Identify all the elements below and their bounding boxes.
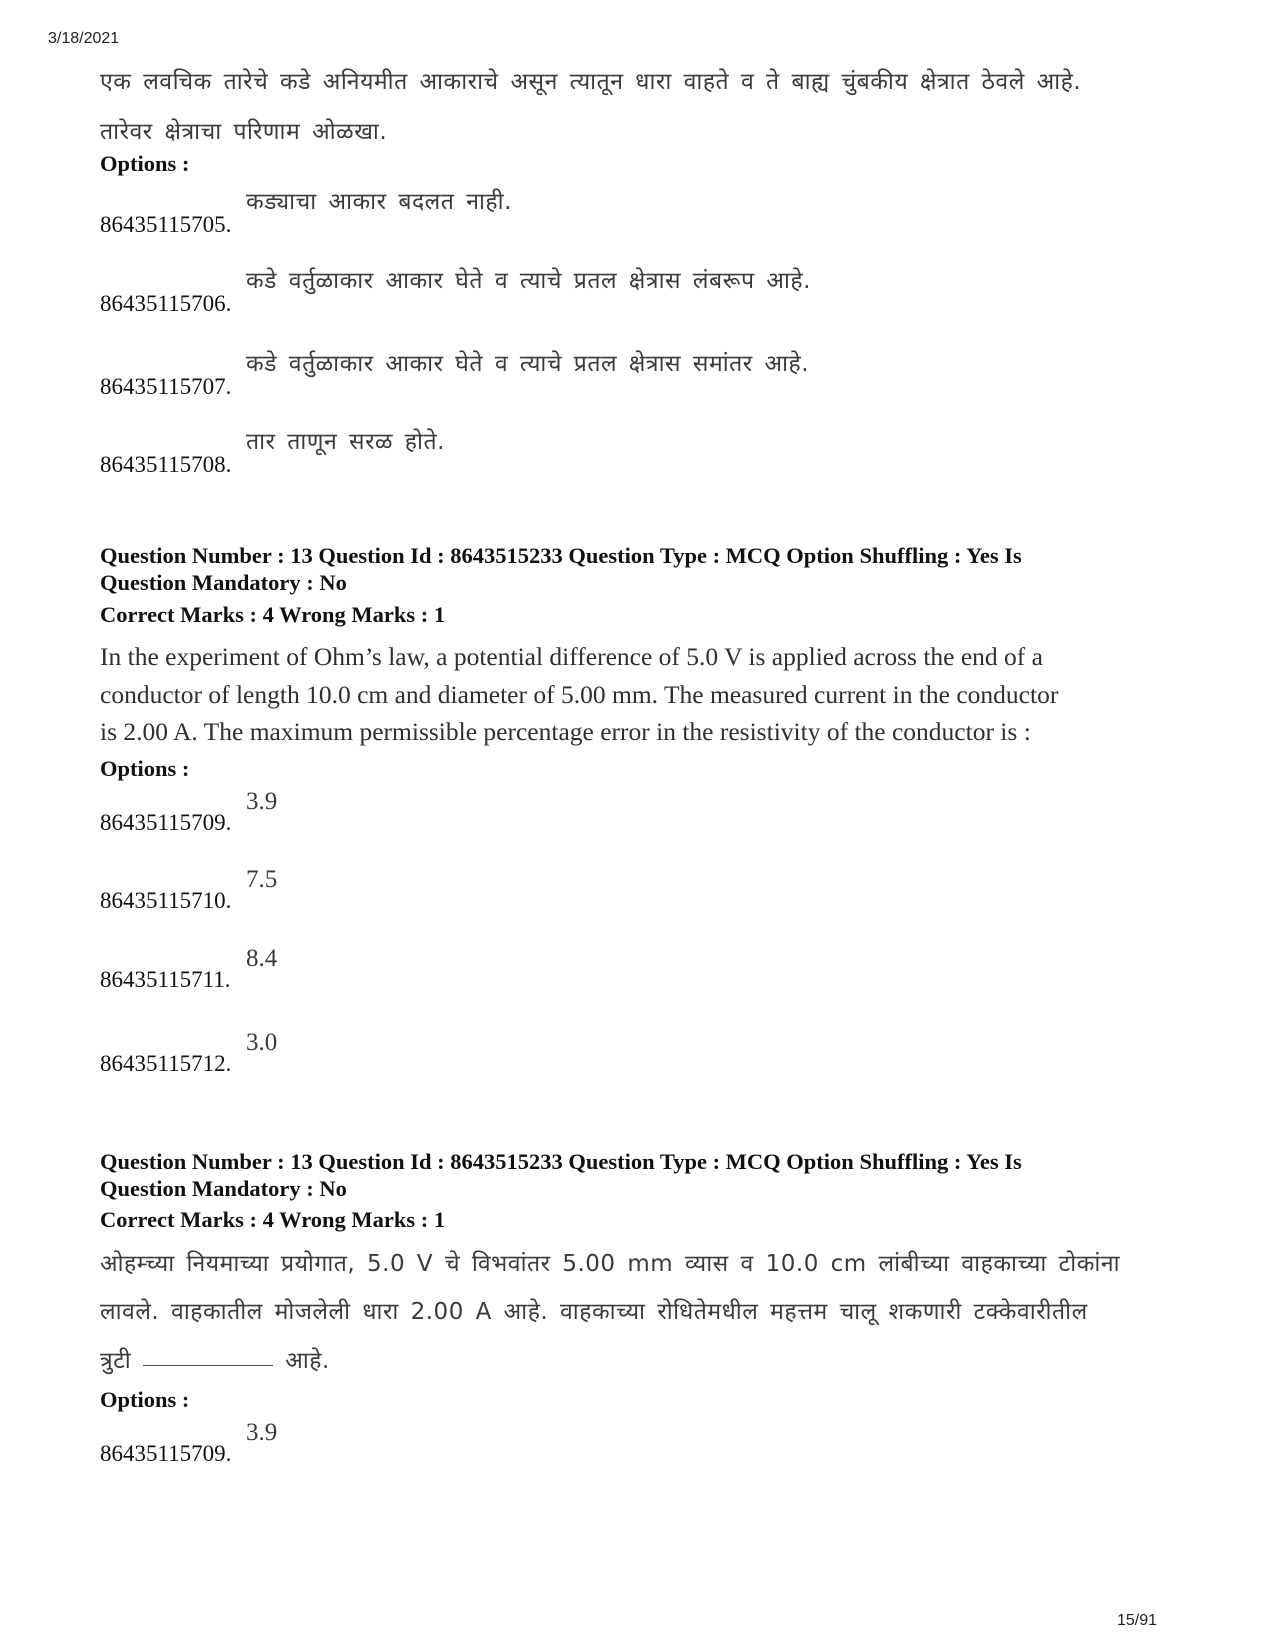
- question-meta: [100, 542, 1180, 596]
- question-line: त्रुटी: [100, 1348, 132, 1374]
- options-label: Options :: [100, 1387, 190, 1412]
- question-meta-line: Question Number : 13 Question Id : 8643515233 Question Type : MCQ Option Shuffling : Yes Is: [100, 543, 1022, 568]
- option-id: 86435115711.: [100, 967, 231, 992]
- page-number: 15/91: [1116, 1612, 1157, 1629]
- option-text: 3.9: [246, 788, 278, 815]
- option-id: 86435115706.: [100, 291, 232, 316]
- question-marks: Correct Marks : 4 Wrong Marks : 1: [100, 602, 446, 627]
- question-text-english: [100, 638, 1180, 751]
- question-line: आहे.: [285, 1348, 330, 1374]
- options-label: Options :: [100, 151, 190, 176]
- option-text: 3.9: [246, 1419, 278, 1446]
- question-line: is 2.00 A. The maximum permissible percentage error in the resistivity of the conductor is :: [100, 717, 1031, 746]
- question-line: एक लवचिक तारेचे कडे अनियमीत आकाराचे असून त्यातून धारा वाहते व ते बाह्य चुंबकीय क्षेत्रात ठेवले आहे.: [100, 69, 1082, 95]
- question-line: conductor of length 10.0 cm and diameter of 5.00 mm. The measured current in the conductor: [100, 679, 1059, 709]
- option-text: 7.5: [246, 866, 278, 893]
- print-date: 3/18/2021: [48, 30, 120, 47]
- question-line: लावले. वाहकातील मोजलेली धारा 2.00 A आहे. वाहकाच्या रोधितेमधील महत्तम चालू शकणारी टक्केवारीतील: [100, 1299, 1088, 1325]
- question-meta-line: Question Mandatory : No: [100, 570, 347, 595]
- options-label: Options :: [100, 756, 190, 781]
- option-id: 86435115710.: [100, 888, 232, 913]
- option-id: 86435115709.: [100, 1441, 232, 1466]
- question-meta-line: Question Number : 13 Question Id : 8643515233 Question Type : MCQ Option Shuffling : Yes Is: [100, 1149, 1022, 1174]
- answer-blank: [143, 1365, 273, 1366]
- option-text: कडे वर्तुळाकार आकार घेते व त्याचे प्रतल क्षेत्रास समांतर आहे.: [246, 351, 810, 377]
- option-id: 86435115705.: [100, 212, 232, 237]
- option-text: 3.0: [246, 1029, 278, 1056]
- option-id: 86435115712.: [100, 1051, 232, 1076]
- option-text: कड्याचा आकार बदलत नाही.: [246, 189, 512, 215]
- question-meta-line: Question Mandatory : No: [100, 1176, 347, 1201]
- option-id: 86435115708.: [100, 452, 232, 477]
- option-text: तार ताणून सरळ होते.: [246, 429, 445, 455]
- question-line: In the experiment of Ohm’s law, a potential difference of 5.0 V is applied across the end of a: [100, 642, 1043, 671]
- question-text-marathi-1b: [100, 114, 1180, 146]
- question-line: ओहम्च्या नियमाच्या प्रयोगात, 5.0 V चे विभवांतर 5.00 mm व्यास व 10.0 cm लांबीच्या वाहकाच्या टोकांना: [100, 1251, 1121, 1277]
- option-text: 8.4: [246, 945, 278, 972]
- question-marks: Correct Marks : 4 Wrong Marks : 1: [100, 1207, 446, 1232]
- question-text-marathi-2: [100, 1246, 1180, 1278]
- option-id: 86435115709.: [100, 810, 232, 835]
- question-meta: [100, 1148, 1180, 1202]
- question-text-marathi-1: [100, 64, 1180, 96]
- question-text-marathi-2c: [100, 1343, 1180, 1375]
- option-text: कडे वर्तुळाकार आकार घेते व त्याचे प्रतल क्षेत्रास लंबरूप आहे.: [246, 268, 811, 294]
- question-text-marathi-2b: [100, 1294, 1180, 1326]
- question-line: तारेवर क्षेत्राचा परिणाम ओळखा.: [100, 119, 388, 145]
- option-id: 86435115707.: [100, 374, 232, 399]
